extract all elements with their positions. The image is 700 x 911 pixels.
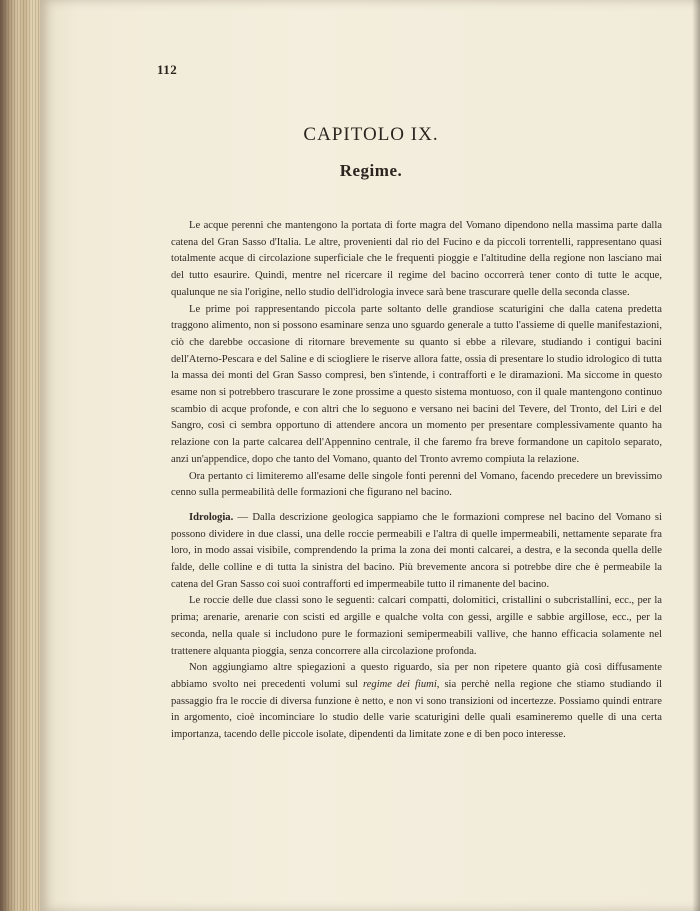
paragraph: Le roccie delle due classi sono le seguenti: calcari compatti, dolomitici, cristallini o subcristallini, ecc., per la prima; arenarie, arenarie con scisti ed argille e qualche volta con gessi, argille e sabbie argillose, ecc., per la seconda, nella quale si includono pure le formazioni semipermeabili vallive, che hanno efficacia solamente nel trattenere alquanta pioggia, senza concorrere alla circolazione profonda. xyxy=(171,595,662,657)
section-title: Regime. xyxy=(339,161,403,180)
paragraph-lead: Idrologia. xyxy=(189,511,234,523)
paragraph: Le acque perenni che mantengono la portata di forte magra del Vomano dipendono nella massima parte dalla catena del Gran Sasso d'Italia. Le altre, provenienti dal rio del Fucino e da piccoli torrentelli, rappresentano quasi totalmente acque di circolazione superficiale che le frequenti pioggie e l'altitudine della regione non lasciano mai del tutto esaurire. Quindi, mentre nel ricercare il regime del bacino occorrerà tener conto di tutte le acque, qualunque ne sia l'origine, nello studio dell'idrologia invece sarà bene trascurare quelle della seconda classe. xyxy=(171,220,662,298)
page-number: 112 xyxy=(157,62,178,77)
book-page xyxy=(40,0,700,911)
paragraph-regime-note xyxy=(171,660,662,744)
paragraph-text-pre: Non aggiungiamo altre spiegazioni a questo riguardo, sia per non ripetere quanto già così diffusamente abbiamo svolto nei precedenti volumi sul xyxy=(171,662,662,690)
paragraph: Ora pertanto ci limiteremo all'esame delle singole fonti perenni del Vomano, facendo precedere un brevissimo cenno sulla permeabilità delle formazioni che figurano nel bacino. xyxy=(171,470,662,499)
paragraph-idrologia xyxy=(171,510,662,594)
paragraph-text: , sia perchè nella regione che stiamo studiando il passaggio fra le roccie di diversa funzione è netto, e non vi sono transizioni od incertezze. Possiamo quindi entrare in argomento, cioè incominciare lo studio delle varie scaturigini delle quali esamineremo quelle di una certa importanza, tacendo delle piccole isolate, dipendenti da limitate zone e di ben poco interesse. xyxy=(171,678,662,741)
book-page-edges xyxy=(0,0,40,911)
body-text xyxy=(171,218,662,744)
chapter-title: CAPITOLO IX. xyxy=(303,124,439,145)
paragraph-text: — Dalla descrizione geologica sappiamo che le formazioni comprese nel bacino del Vomano si possono dividere in due classi, una delle roccie permeabili e l'altra di quelle impermeabili, nettamente separate fra loro, in modo assai visibile, comprendendo la prima la zona dei monti calcarei, a destra, e la seconda quella delle falde, delle colline e di tutta la sinistra del bacino. Più brevemente ancora si potrebbe dire che è permeabile la catena del Gran Sasso coi suoi contrafforti ed impermeabile tutto il rimanente del bacino. xyxy=(171,511,662,590)
paragraph-italic-phrase: regime dei fiumi xyxy=(362,678,437,690)
paragraph: Le prime poi rappresentando piccola parte soltanto delle grandiose scaturigini che dalla catena predetta traggono alimento, non si possono esaminare senza uno sguardo generale a tutto l'assieme di quelle manifestazioni, ciò che darebbe occasione di ritornare brevemente su quanto si ebbe a rilevare, studiando i contigui bacini dell'Aterno-Pescara e del Saline e di sciogliere le riserve allora fatte, ossia di presentare lo studio idrologico di tutta la massa dei monti del Gran Sasso compresi, ben s'intende, i contrafforti e le diramazioni. Ma siccome in questo esame non si potrebbero trascurare le zone prossime a questo sistema montuoso, con il quale mantengono continuo scambio di acque profonde, e con altri che lo seguono e versano nei bacini del Tevere, del Tronto, del Liri e del Sangro, così ci sembra opportuno di attendere ancora un momento per presentare complessivamente quanto ha relazione con la parte calcarea dell'Appennino centrale, il che faremo fra breve formandone un capitolo separato, anzi un'appendice, dopo che tanto del Vomano, quanto del Tronto avremo compiuta la relazione. xyxy=(171,303,662,465)
page-gutter-shadow xyxy=(692,0,700,911)
